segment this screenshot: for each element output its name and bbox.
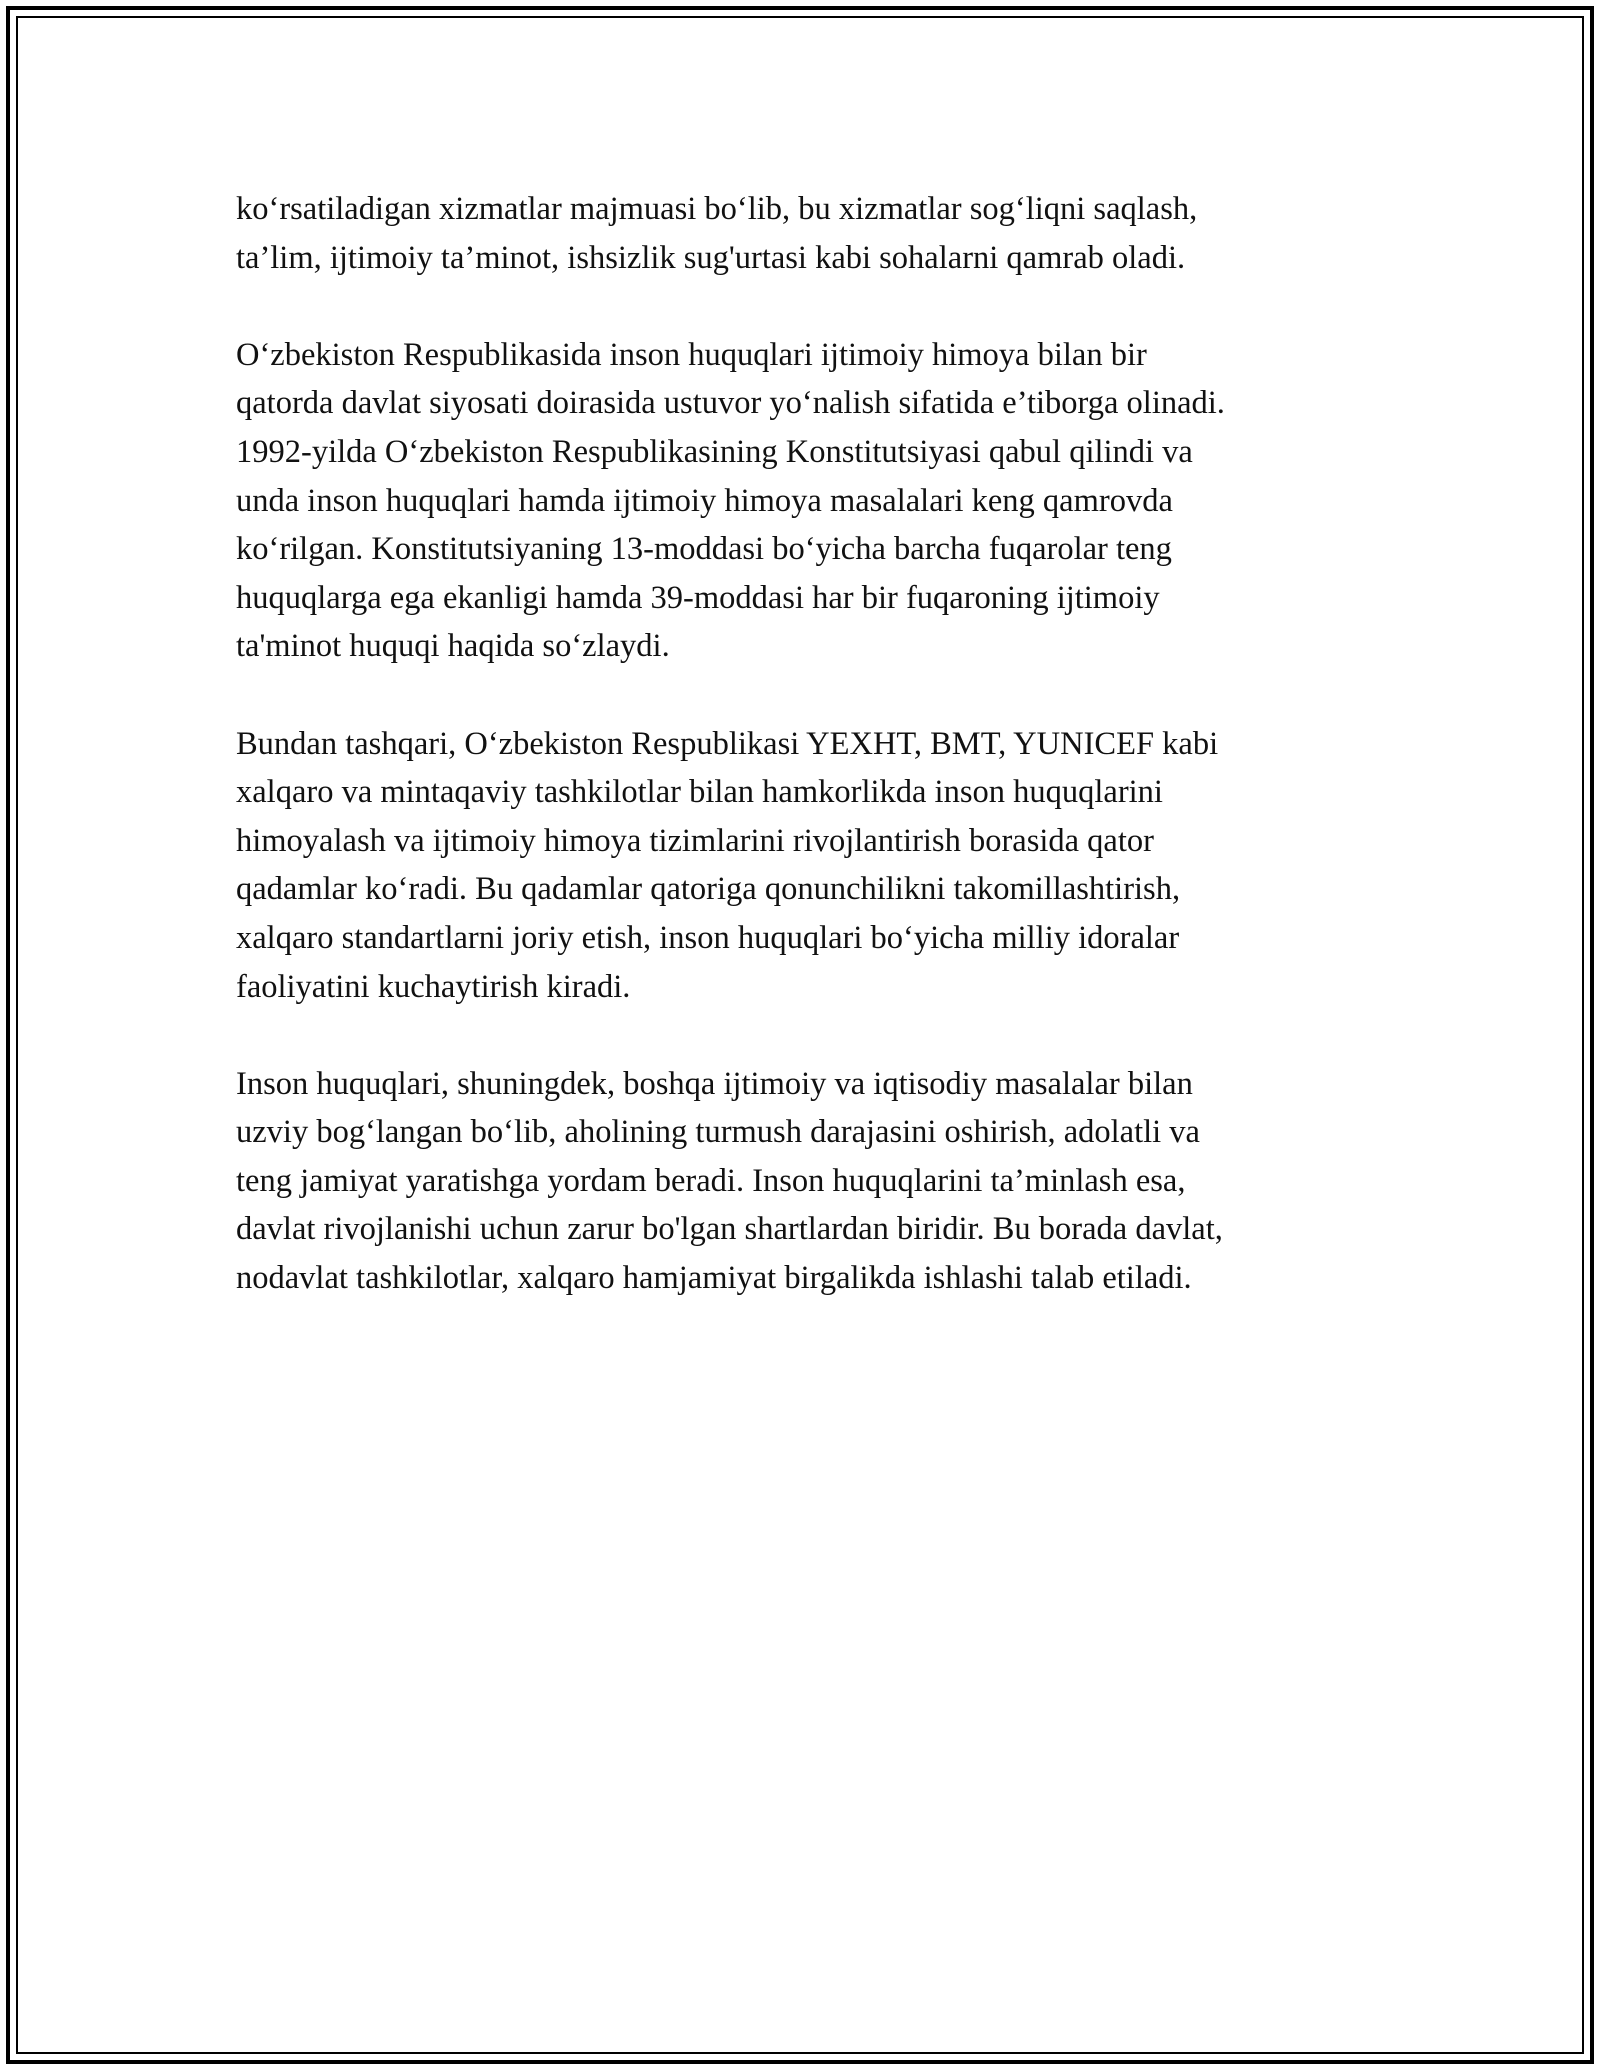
document-body — [236, 185, 1376, 1303]
paragraph-social-services: ko‘rsatiladigan xizmatlar majmuasi bo‘lib, bu xizmatlar sog‘liqni saqlash, ta’lim, ijtimoiy ta’minot, ishsizlik sug'urtasi kabi sohalarni qamrab oladi. — [236, 191, 1198, 276]
paragraph-human-rights-policy: O‘zbekiston Respublikasida inson huquqlari ijtimoiy himoya bilan bir qatorda davlat siyosati doirasida ustuvor yo‘nalish sifatida e’tiborga olinadi. 1992-yilda O‘zbekiston Respublikasining Konstitutsiyasi qabul qilindi va unda inson huquqlari hamda ijtimoiy himoya masalalari keng qamrovda ko‘rilgan. Konstitutsiyaning 13-moddasi bo‘yicha barcha fuqarolar teng huquqlarga ega ekanligi hamda 39-moddasi har bir fuqaroning ijtimoiy ta'minot huquqi haqida so‘zlaydi. — [236, 336, 1225, 665]
paragraph-international-cooperation: Bundan tashqari, O‘zbekiston Respublikasi YEXHT, BMT, YUNICEF kabi xalqaro va mintaqaviy tashkilotlar bilan hamkorlikda inson huquqlarini himoyalash va ijtimoiy himoya tizimlarini rivojlantirish borasida qator qadamlar ko‘radi. Bu qadamlar qatoriga qonunchilikni takomillashtirish, xalqaro standartlarni joriy etish, inson huquqlari bo‘yicha milliy idoralar faoliyatini kuchaytirish kiradi. — [236, 725, 1219, 1005]
paragraph-socioeconomic-link: Inson huquqlari, shuningdek, boshqa ijtimoiy va iqtisodiy masalalar bilan uzviy bog‘langan bo‘lib, aholining turmush darajasini oshirish, adolatli va teng jamiyat yaratishga yordam beradi. Inson huquqlarini ta’minlash esa, davlat rivojlanishi uchun zarur bo'lgan shartlardan biridir. Bu borada davlat, nodavlat tashkilotlar, xalqaro hamjamiyat birgalikda ishlashi talab etiladi. — [236, 1065, 1223, 1297]
